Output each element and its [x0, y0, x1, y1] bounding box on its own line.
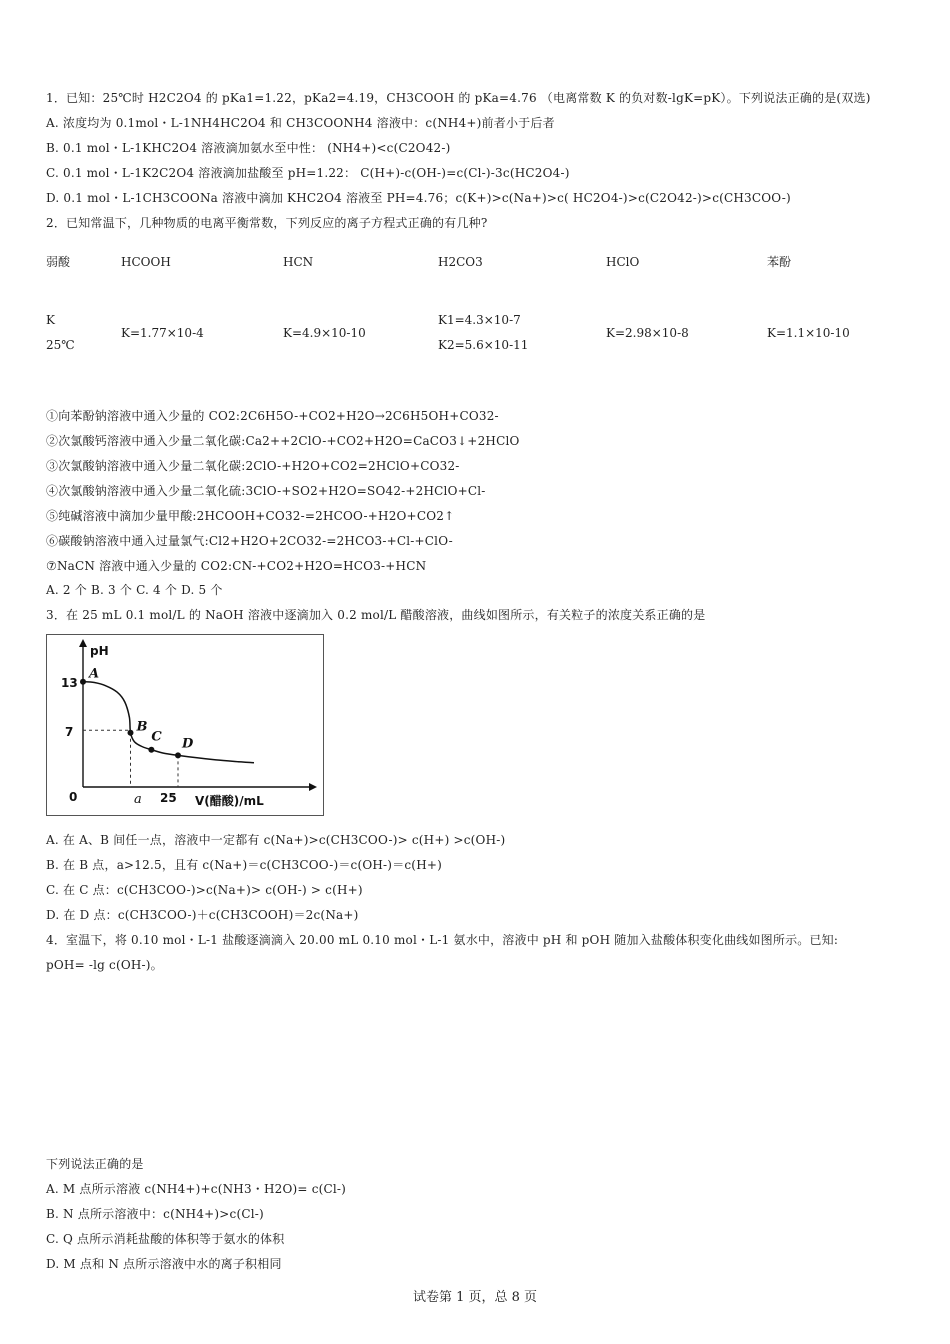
q2-item-2: ②次氯酸钙溶液中通入少量二氧化碳:Ca2++2ClO-+CO2+H2O=CaCO3↓+2HClO [46, 434, 520, 448]
q3-option-d: D. 在 D 点：c(CH3COO-)＋c(CH3COOH)＝2c(Na+) [46, 908, 359, 922]
titration-curve [83, 682, 254, 763]
page-footer: 试卷第 1 页，总 8 页 [412, 1290, 538, 1305]
q4-stem-line1: 4．室温下，将 0.10 mol・L-1 盐酸逐滴滴入 20.00 mL 0.10 mol・L-1 氨水中，溶液中 pH 和 pOH 随加入盐酸体积变化曲线如图所示。已知: [46, 933, 839, 947]
q1-stem: 1．已知：25℃时 H2C2O4 的 pKa1=1.22，pKa2=4.19，CH3COOH 的 pKa=4.76 （电离常数 K 的负对数-lgK=pK）。下列说法正确的是(双选) [46, 91, 871, 105]
q3-option-c: C. 在 C 点：c(CH3COO-)>c(Na+)> c(OH-) > c(H+) [46, 883, 363, 897]
table-row-label-k: K [46, 313, 55, 327]
q2-stem: 2．已知常温下，几种物质的电离平衡常数，下列反应的离子方程式正确的有几种? [46, 216, 488, 230]
q2-item-1: ①向苯酚钠溶液中通入少量的 CO2:2C6H5O-+CO2+H2O→2C6H5OH+CO32- [46, 409, 499, 423]
q4-option-c: C. Q 点所示消耗盐酸的体积等于氨水的体积 [46, 1232, 285, 1246]
table-acid-hclo: HClO [606, 255, 640, 269]
point-b-label: B [136, 719, 148, 735]
y-axis-arrow [79, 639, 87, 647]
q4-option-d: D. M 点和 N 点所示溶液中水的离子积相同 [46, 1257, 282, 1271]
q1-option-c: C. 0.1 mol・L-1K2C2O4 溶液滴加盐酸至 pH=1.22： C(H+)-c(OH-)=c(Cl-)-3c(HC2O4-) [46, 166, 570, 180]
table-k-phenol: K=1.1×10-10 [767, 326, 850, 340]
table-acid-hcooh: HCOOH [121, 255, 171, 269]
table-acid-h2co3: H2CO3 [438, 255, 483, 269]
table-acid-phenol: 苯酚 [767, 255, 792, 269]
table-k-hcn: K=4.9×10-10 [283, 326, 366, 340]
table-k-hcooh: K=1.77×10-4 [121, 326, 204, 340]
x-axis-label: V(醋酸)/mL [195, 794, 264, 808]
q1-option-a: A. 浓度均为 0.1mol・L-1NH4HC2O4 和 CH3COONH4 溶液中：c(NH4+)前者小于后者 [46, 116, 555, 130]
point-d-label: D [182, 736, 194, 752]
q4-option-b: B. N 点所示溶液中：c(NH4+)>c(Cl-) [46, 1207, 264, 1221]
point-a-marker [80, 679, 86, 685]
x-tick-a: a [134, 792, 142, 807]
y-tick-0: 0 [69, 790, 78, 804]
x-axis-arrow [309, 783, 317, 791]
q1-option-b: B. 0.1 mol・L-1KHC2O4 溶液滴加氨水至中性： (NH4+)<c(C2O42-) [46, 141, 451, 155]
q2-item-3: ③次氯酸钠溶液中通入少量二氧化碳:2ClO-+H2O+CO2=2HClO+CO32- [46, 459, 460, 473]
q2-item-6: ⑥碳酸钠溶液中通入过量氯气:Cl2+H2O+2CO32-=2HCO3-+Cl-+ClO- [46, 534, 453, 548]
q2-options: A. 2 个 B. 3 个 C. 4 个 D. 5 个 [46, 583, 223, 597]
point-d-marker [175, 752, 181, 758]
table-header-label: 弱酸 [46, 255, 71, 269]
q4-stem-line2: pOH= -lg c(OH-)。 [46, 958, 163, 972]
table-acid-hcn: HCN [283, 255, 314, 269]
q3-stem: 3．在 25 mL 0.1 mol/L 的 NaOH 溶液中逐滴加入 0.2 mol/L 醋酸溶液，曲线如图所示，有关粒子的浓度关系正确的是 [46, 608, 706, 622]
titration-figure [46, 634, 324, 816]
q2-item-5: ⑤纯碱溶液中滴加少量甲酸:2HCOOH+CO32-=2HCOO-+H2O+CO2↑ [46, 509, 455, 523]
point-b-marker [128, 730, 134, 736]
point-c-label: C [151, 729, 162, 745]
q4-prompt: 下列说法正确的是 [46, 1157, 144, 1171]
table-k-hclo: K=2.98×10-8 [606, 326, 689, 340]
q4-option-a: A. M 点所示溶液 c(NH4+)+c(NH3・H2O)= c(Cl-) [46, 1182, 347, 1196]
q2-item-7: ⑦NaCN 溶液中通入少量的 CO2:CN-+CO2+H2O=HCO3-+HCN [46, 559, 427, 573]
q2-item-4: ④次氯酸钠溶液中通入少量二氧化硫:3ClO-+SO2+H2O=SO42-+2HClO+Cl- [46, 484, 486, 498]
titration-chart [47, 635, 323, 815]
point-c-marker [148, 747, 154, 753]
x-tick-25: 25 [160, 791, 177, 805]
table-k1-h2co3: K1=4.3×10-7 [438, 313, 521, 327]
q3-option-a: A. 在 A、B 间任一点，溶液中一定都有 c(Na+)>c(CH3COO-)> c(H+) >c(OH-) [46, 833, 506, 847]
y-tick-7: 7 [65, 725, 74, 739]
y-axis-label: pH [90, 644, 109, 658]
table-row-label-temp: 25℃ [46, 338, 75, 352]
q1-option-d: D. 0.1 mol・L-1CH3COONa 溶液中滴加 KHC2O4 溶液至 PH=4.76；c(K+)>c(Na+)>c( HC2O4-)>c(C2O42-)>c(CH3COO-) [46, 191, 791, 205]
y-tick-13: 13 [61, 676, 78, 690]
point-a-label: A [89, 666, 100, 682]
q3-option-b: B. 在 B 点，a>12.5，且有 c(Na+)＝c(CH3COO-)＝c(OH-)＝c(H+) [46, 858, 442, 872]
table-k2-h2co3: K2=5.6×10-11 [438, 338, 529, 352]
